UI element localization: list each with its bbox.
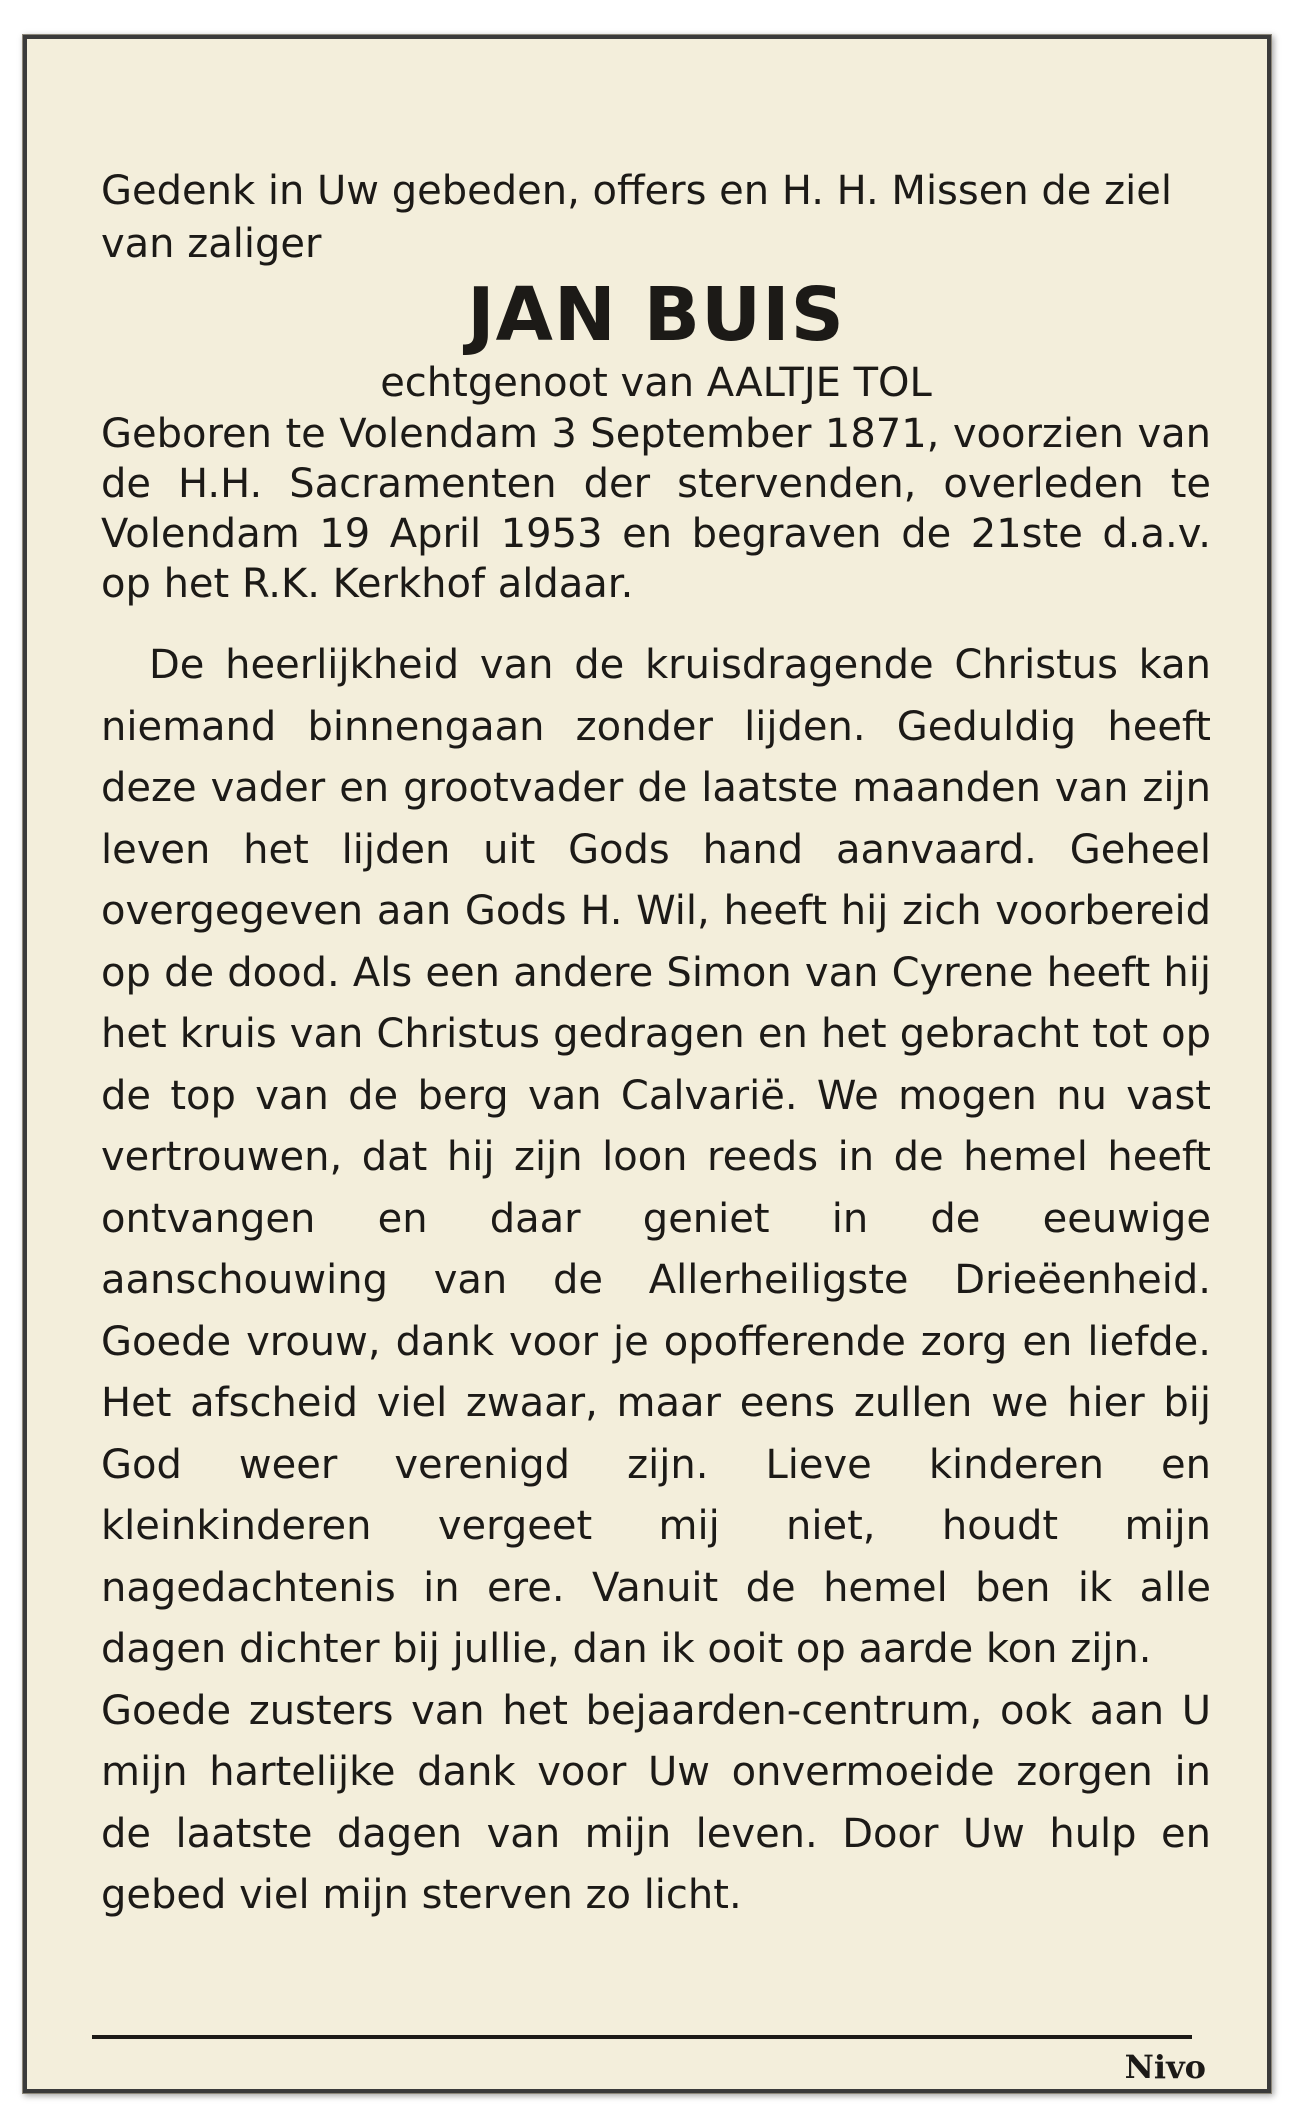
intro-text: Gedenk in Uw gebeden, offers en H. H. Missen de ziel van zaliger: [101, 168, 1172, 267]
birth-death-text: Geboren te Volendam 3 September 1871, voorzien van de H.H. Sacramenten der stervenden, overleden te Volendam 19 April 1953 en begraven de 21ste d.a.v. op het R.K. Kerkhof aldaar.: [101, 411, 1211, 607]
body-paragraph-2: Goede zusters van het bejaarden-centrum, ook aan U mijn hartelijke dank voor Uw onvermoeide zorgen in de laatste dagen van mijn leven. Door Uw hulp en gebed viel mijn sterven zo licht.: [101, 1687, 1211, 1918]
body-paragraph-1: De heerlijkheid van de kruisdragende Christus kan niemand binnengaan zonder lijden. Geduldig heeft deze vader en grootvader de laatste maanden van zijn leven het lijden uit Gods hand aanvaard. Geheel overgegeven aan Gods H. Wil, heeft hij zich voorbereid op de dood. Als een andere Simon van Cyrene heeft hij het kruis van Christus gedragen en het gebracht tot op de top van de berg van Calvarië. We mogen nu vast vertrouwen, dat hij zijn loon reeds in de hemel heeft ontvangen en daar geniet in de eeuwige aanschouwing van de Allerheiligste Drieëenheid. Goede vrouw, dank voor je opofferende zorg en liefde. Het afscheid viel zwaar, maar eens zullen we hier bij God weer verenigd zijn. Lieve kinderen en kleinkinderen vergeet mij niet, houdt mijn nagedachtenis in ere. Vanuit de hemel ben ik alle dagen dichter bij jullie, dan ik ooit op aarde kon zijn.: [101, 642, 1211, 1672]
memorial-card: [22, 34, 1272, 2094]
deceased-name: JAN BUIS: [467, 272, 845, 358]
printer-mark: Nivo: [1124, 2048, 1206, 2086]
bottom-rule: [92, 2035, 1192, 2039]
card-content: [101, 165, 1211, 1927]
spouse-line: echtgenoot van AALTJE TOL: [380, 360, 932, 406]
